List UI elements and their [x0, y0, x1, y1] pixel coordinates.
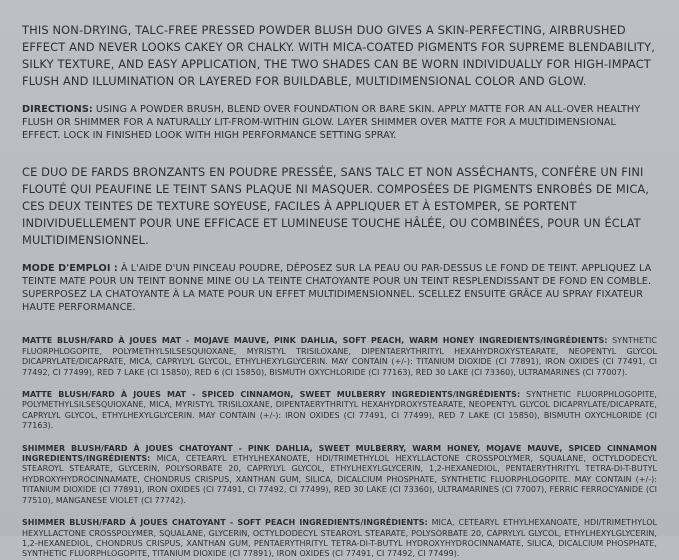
ingredients-block — [22, 518, 657, 560]
mode-demploi-label: MODE D'EMPLOI : — [22, 262, 118, 274]
ingredients-heading: MATTE BLUSH/FARD À JOUES MAT - SPICED CINNAMON, SWEET MULBERRY INGREDIENTS/INGRÉDIENTS: — [22, 390, 521, 400]
directions-label: DIRECTIONS: — [22, 104, 93, 115]
ingredients-body: SYNTHETIC FLUORPHLOGOPITE, POLYMETHYLSILSESQUIOXANE, MICA, MYRISTYL TRISILOXANE, DIPENTAERYTHRITYL HEXAHYDROXYSTEARATE, NEOPENTYL GLYCOL DICAPRYLATE/DICAPRATE, CAPRYLYL GLYCOL, ETHYLHEXYLGLYCERIN. MAY CONTAIN (+/-): IRON OXIDES (CI 77491, CI 77499), RED 7 LAKE (CI 15850), BISMUTH OXYCHLORIDE (CI 77163). — [22, 390, 657, 431]
directions-paragraph — [22, 103, 657, 143]
ingredients-block — [22, 444, 657, 506]
ingredients-block — [22, 336, 657, 378]
directions-text: USING A POWDER BRUSH, BLEND OVER FOUNDATION OR BARE SKIN. APPLY MATTE FOR AN ALL-OVER HEALTHY FLUSH OR SHIMMER FOR A NATURALLY LIT-FROM-WITHIN GLOW. LAYER SHIMMER OVER MATTE FOR A MULTIDIMENSIONAL EFFECT. LOCK IN FINISHED LOOK WITH HIGH PERFORMANCE SETTING SPRAY. — [22, 104, 641, 142]
ingredients-body: MICA, CETEARYL ETHYLHEXANOATE, HDI/TRIMETHYLOL HEXYLLACTONE CROSSPOLYMER, SQUALANE, OCTYLDODECYL STEAROYL STEARATE, GLYCERIN, POLYSORBATE 20, CAPRYLYL GLYCOL, ETHYLHEXYLGLYCERIN, 1,2-HEXANEDIOL, PENTAERYTHRITYL TETRA-DI-T-BUTYL HYDROXYHYDROCINNAMATE, CHONDRUS CRISPUS, XANTHAN GUM, SILICA, DICALCIUM PHOSPHATE, SYNTHETIC FLUORPHLOGOPITE. MAY CONTAIN (+/-): TITANIUM DIOXIDE (CI 77891), IRON OXIDES (CI 77491, CI 77492, CI 77499), RED 30 LAKE (CI 73360), ULTRAMARINES (CI 77007), FERRIC FERROCYANIDE (CI 77510), MANGANESE VIOLET (CI 77742). — [22, 454, 657, 505]
product-description-french: CE DUO DE FARDS BRONZANTS EN POUDRE PRESSÉE, SANS TALC ET NON ASSÉCHANTS, CONFÈRE UN FINI FLOUTÉ QUI PEAUFINE LE TEINT SANS PLAQUE NI MASQUER. COMPOSÉES DE PIGMENTS ENROBÉS DE MICA, CES DEUX TEINTES DE TEXTURE SOYEUSE, FACILES À APPLIQUER ET À ESTOMPER, SE PORTENT INDIVIDUELLEMENT POUR UNE EFFICACE ET LUMINEUSE TOUCHE HÂLÉE, OU COMBINÉES, POUR UN ÉCLAT MULTIDIMENSIONNEL. — [22, 164, 650, 247]
product-description: THIS NON-DRYING, TALC-FREE PRESSED POWDER BLUSH DUO GIVES A SKIN-PERFECTING, AIRBRUSHED EFFECT AND NEVER LOOKS CAKEY OR CHALKY. WITH MICA-COATED PIGMENTS FOR SUPREME BLENDABILITY, SILKY TEXTURE, AND EASY APPLICATION, THE TWO SHADES CAN BE WORN INDIVIDUALLY FOR HIGH-IMPACT FLUSH AND ILLUMINATION OR LAYERED FOR BUILDABLE, MULTIDIMENSIONAL COLOR AND GLOW. — [22, 23, 655, 88]
ingredients-block — [22, 390, 657, 432]
ingredients-body: SYNTHETIC FLUORPHLOGOPITE, POLYMETHYLSILSESQUIOXANE, MYRISTYL TRISILOXANE, DIPENTAERYTHRITYL HEXAHYDROXYSTEARATE, NEOPENTYL GLYCOL DICAPRYLATE/DICAPRATE, MICA, CAPRYLYL GLYCOL, ETHYLHEXYLGLYCERIN. MAY CONTAIN (+/-): TITANIUM DIOXIDE (CI 77891), IRON OXIDES (CI 77491, CI 77492, CI 77499), RED 7 LAKE (CI 15850), RED 6 (CI 15850), BISMUTH OXYCHLORIDE (CI 77163), RED 30 LAKE (CI 73360), ULTRAMARINES (CI 77007). — [22, 336, 657, 377]
ingredients-heading: SHIMMER BLUSH/FARD À JOUES CHATOYANT - SOFT PEACH INGREDIENTS/INGRÉDIENTS: — [22, 518, 428, 528]
mode-demploi-text: À L'AIDE D'UN PINCEAU POUDRE, DÉPOSEZ SUR LA PEAU OU PAR-DESSUS LE FOND DE TEINT. APPLIQUEZ LA TEINTE MATE POUR UN TEINT BONNE MINE OU LA TEINTE CHATOYANTE POUR UN TEINT RESPLENDISSANT DE FOND EN COMBLE. SUPERPOSEZ LA CHATOYANTE À LA MATE POUR UN EFFET MULTIDIMENSIONNEL. SCELLEZ ENSUITE GRÂCE AU SPRAY FIXATEUR HAUTE PERFORMANCE. — [22, 262, 652, 314]
ingredients-heading: MATTE BLUSH/FARD À JOUES MAT - MOJAVE MAUVE, PINK DAHLIA, SOFT PEACH, WARM HONEY INGREDIENTS/INGRÉDIENTS: — [22, 336, 608, 346]
mode-demploi-paragraph — [22, 262, 657, 315]
ingredients-body: MICA, CETEARYL ETHYLHEXANOATE, HDI/TRIMETHYLOL HEXYLLACTONE CROSSPOLYMER, SQUALANE, GLYCERIN, OCTYLDODECYL STEAROYL STEARATE, POLYSORBATE 20, CAPRYLYL GLYCOL, ETHYLHEXYLGLYCERIN, 1,2-HEXANEDIOL, CHONDRUS CRISPUS, XANTHAN GUM, PENTAERYTHRITYL TETRA-DI-T-BUTYL HYDROXYHYDROCINNAMATE, SILICA, DICALCIUM PHOSPHATE, SYNTHETIC FLUORPHLOGOPITE, TITANIUM DIOXIDE (CI 77891), IRON OXIDES (CI 77491, CI 77492, CI 77499). — [22, 518, 657, 559]
ingredients-heading: SHIMMER BLUSH/FARD À JOUES CHATOYANT - PINK DAHLIA, SWEET MULBERRY, WARM HONEY, MOJAVE MAUVE, SPICED CINNAMON INGREDIENTS/INGRÉDIENTS: — [22, 443, 657, 464]
